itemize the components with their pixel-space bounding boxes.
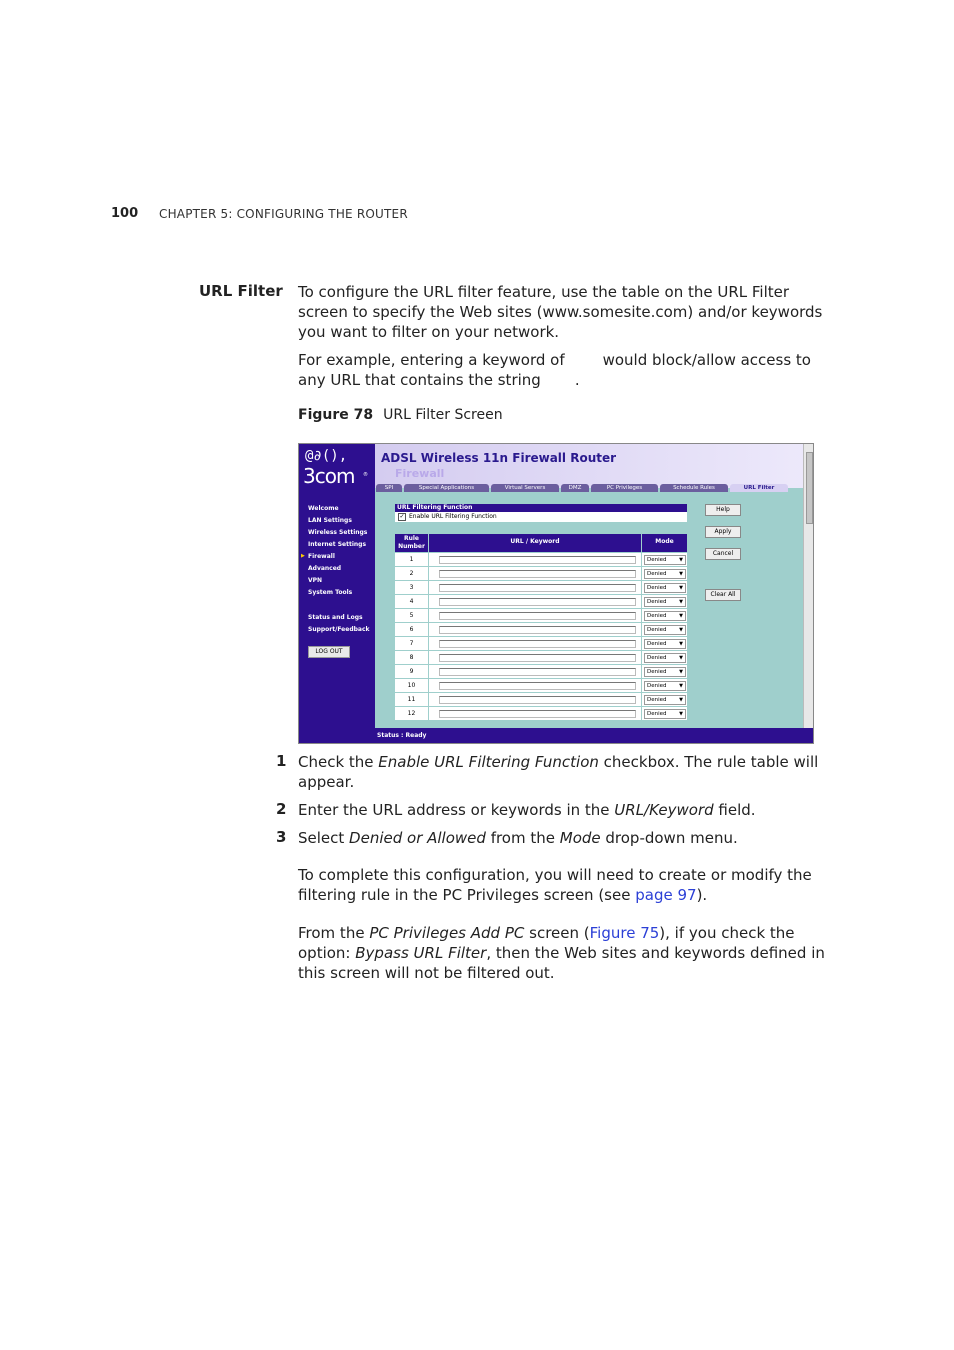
apply-button[interactable]: Apply (705, 526, 741, 538)
table-row (395, 581, 687, 595)
tab-url-filter[interactable]: URL Filter (730, 484, 788, 492)
header-mode: Mode (642, 534, 687, 552)
mode-cell (642, 553, 687, 567)
mode-cell (642, 609, 687, 623)
dropdown-arrow-icon: ▼ (679, 557, 683, 563)
url-cell (429, 693, 641, 707)
enable-url-filtering-checkbox[interactable]: ✓ (399, 512, 405, 520)
table-row (395, 665, 687, 679)
url-cell (429, 679, 641, 693)
mode-cell (642, 581, 687, 595)
step-3-a: Select (298, 829, 350, 847)
url-keyword-input[interactable] (439, 598, 636, 606)
step-3-c: from the (485, 829, 560, 847)
step-1-b: Enable URL Filtering Function (378, 753, 599, 771)
mode-select[interactable] (644, 569, 686, 579)
mode-value: Denied (647, 557, 667, 563)
table-row (395, 553, 687, 567)
mode-value: Denied (647, 655, 667, 661)
step-3-d: Mode (559, 829, 601, 847)
closing-1-a: To complete this configuration, you will need to create or modify the filtering rule in the PC Privileges screen (see (298, 866, 812, 904)
tab-schedule-rules[interactable]: Schedule Rules (660, 484, 728, 492)
rule-number: 10 (395, 679, 428, 693)
step-3-b: Denied or Allowed (349, 829, 486, 847)
figure-label: Figure 78 (298, 407, 374, 423)
mode-select[interactable] (644, 583, 686, 593)
enable-url-filtering-label: Enable URL Filtering Function (409, 513, 497, 520)
dropdown-arrow-icon: ▼ (679, 585, 683, 591)
table-row (395, 693, 687, 707)
router-screenshot (298, 443, 814, 744)
table-row (395, 707, 687, 721)
url-cell (429, 665, 641, 679)
url-keyword-input[interactable] (439, 626, 636, 634)
figure-75-link[interactable]: Figure 75 (589, 924, 660, 942)
nav-arrow-icon: ▶ (301, 553, 305, 559)
logout-button[interactable]: LOG OUT (308, 646, 350, 658)
rule-number: 5 (395, 609, 428, 623)
mode-select[interactable] (644, 639, 686, 649)
dropdown-arrow-icon: ▼ (679, 641, 683, 647)
url-cell (429, 581, 641, 595)
dropdown-arrow-icon: ▼ (679, 627, 683, 633)
mode-value: Denied (647, 599, 667, 605)
url-keyword-input[interactable] (439, 556, 636, 564)
dropdown-arrow-icon: ▼ (679, 683, 683, 689)
tab-dmz[interactable]: DMZ (561, 484, 589, 492)
nav-support-feedback[interactable]: Support/Feedback (308, 626, 370, 633)
tab-special-applications[interactable]: Special Applications (404, 484, 489, 492)
tab-bar (375, 484, 803, 493)
mode-value: Denied (647, 697, 667, 703)
url-keyword-input[interactable] (439, 570, 636, 578)
rule-number: 1 (395, 553, 428, 567)
scrollbar[interactable] (803, 444, 814, 728)
mode-select[interactable] (644, 709, 686, 719)
enable-url-filtering-row (395, 512, 687, 522)
closing-2-f: , then the Web sites and keywords defined in this screen will not be filtered out. (298, 944, 825, 982)
mode-value: Denied (647, 585, 667, 591)
step-1-c: checkbox. The rule table will appear. (298, 753, 819, 791)
mode-value: Denied (647, 627, 667, 633)
content-area (375, 493, 803, 728)
dropdown-arrow-icon: ▼ (679, 711, 683, 717)
banner-title: ADSL Wireless 11n Firewall Router (381, 451, 617, 465)
url-keyword-input[interactable] (439, 710, 636, 718)
dropdown-arrow-icon: ▼ (679, 655, 683, 661)
page-97-link[interactable]: page 97 (635, 886, 697, 904)
mode-cell (642, 651, 687, 665)
table-row (395, 595, 687, 609)
url-cell (429, 567, 641, 581)
url-keyword-input[interactable] (439, 584, 636, 592)
scrollbar-thumb[interactable] (806, 452, 813, 524)
url-cell (429, 651, 641, 665)
step-2-text (298, 800, 826, 820)
status-text: Status : Ready (377, 732, 427, 739)
url-cell (429, 553, 641, 567)
mode-value: Denied (647, 613, 667, 619)
header-rule-number: Rule Number (395, 534, 428, 552)
url-keyword-input[interactable] (439, 612, 636, 620)
rule-number: 12 (395, 707, 428, 721)
mode-cell (642, 595, 687, 609)
cancel-button[interactable]: Cancel (705, 548, 741, 560)
closing-paragraph-1 (298, 865, 826, 905)
example-text-c: . (574, 371, 580, 389)
mode-value: Denied (647, 641, 667, 647)
step-1-text (298, 752, 826, 792)
table-row (395, 637, 687, 651)
url-keyword-input[interactable] (439, 654, 636, 662)
nav-wireless-settings[interactable]: Wireless Settings (308, 529, 368, 536)
step-2-b: URL/Keyword (614, 801, 714, 819)
figure-caption (298, 407, 503, 423)
table-row (395, 609, 687, 623)
figure-caption-text: URL Filter Screen (383, 407, 503, 423)
nav-internet-settings[interactable]: Internet Settings (308, 541, 367, 548)
nav-advanced[interactable]: Advanced (308, 565, 342, 572)
closing-2-b: PC Privileges Add PC (369, 924, 525, 942)
mode-cell (642, 637, 687, 651)
mode-cell (642, 679, 687, 693)
closing-2-d: ), if you check the option: (298, 924, 795, 962)
nav-welcome[interactable]: Welcome (308, 505, 339, 512)
tab-spi[interactable]: SPI (376, 484, 402, 492)
mode-value: Denied (647, 669, 667, 675)
closing-2-e: Bypass URL Filter (355, 944, 487, 962)
status-bar (375, 728, 813, 743)
table-row (395, 567, 687, 581)
step-3-e: drop-down menu. (600, 829, 738, 847)
closing-1-b: ). (696, 886, 708, 904)
url-cell (429, 609, 641, 623)
closing-paragraph-2 (298, 923, 826, 983)
step-2-c: field. (713, 801, 756, 819)
nav-system-tools[interactable]: System Tools (308, 589, 353, 596)
mode-cell (642, 623, 687, 637)
url-keyword-input[interactable] (439, 682, 636, 690)
rule-number: 4 (395, 595, 428, 609)
rule-number: 7 (395, 637, 428, 651)
table-row (395, 679, 687, 693)
banner-subtitle: Firewall (395, 467, 445, 480)
table-row (395, 651, 687, 665)
url-cell (429, 623, 641, 637)
nav-vpn[interactable]: VPN (308, 577, 323, 584)
mode-select[interactable] (644, 653, 686, 663)
rule-number: 2 (395, 567, 428, 581)
closing-2-c: screen ( (524, 924, 590, 942)
example-paragraph (298, 350, 826, 390)
mode-select[interactable] (644, 625, 686, 635)
url-keyword-input[interactable] (439, 696, 636, 704)
section-title: URL Filter (199, 282, 283, 300)
step-1-a: Check the (298, 753, 379, 771)
mode-select[interactable] (644, 611, 686, 621)
rule-number: 11 (395, 693, 428, 707)
mode-select[interactable] (644, 667, 686, 677)
dropdown-arrow-icon: ▼ (679, 697, 683, 703)
step-3-number: 3 (276, 828, 287, 846)
mode-cell (642, 693, 687, 707)
mode-cell (642, 665, 687, 679)
rule-number: 8 (395, 651, 428, 665)
mode-value: Denied (647, 711, 667, 717)
nav-firewall[interactable]: Firewall (308, 553, 335, 560)
tab-virtual-servers[interactable]: Virtual Servers (491, 484, 559, 492)
header-url-keyword: URL / Keyword (429, 534, 641, 552)
dropdown-arrow-icon: ▼ (679, 669, 683, 675)
nav-lan-settings[interactable]: LAN Settings (308, 517, 352, 524)
left-navigation (299, 444, 375, 743)
step-2-number: 2 (276, 800, 287, 818)
logo-swirl-icon: @∂(), (305, 448, 348, 464)
dropdown-arrow-icon: ▼ (679, 571, 683, 577)
url-keyword-input[interactable] (439, 668, 636, 676)
mode-value: Denied (647, 683, 667, 689)
chapter-title: CHAPTER 5: CONFIGURING THE ROUTER (159, 207, 408, 221)
nav-status-and-logs[interactable]: Status and Logs (308, 614, 363, 621)
closing-2-a: From the (298, 924, 370, 942)
step-3-text (298, 828, 826, 848)
rule-number: 9 (395, 665, 428, 679)
clear-all-button[interactable]: Clear All (705, 589, 741, 601)
mode-cell (642, 567, 687, 581)
mode-select[interactable] (644, 695, 686, 705)
rule-number: 3 (395, 581, 428, 595)
dropdown-arrow-icon: ▼ (679, 599, 683, 605)
table-row (395, 623, 687, 637)
step-2-a: Enter the URL address or keywords in the (298, 801, 615, 819)
example-text-b: would block/allow access to any URL that contains the string (298, 351, 811, 389)
url-cell (429, 595, 641, 609)
page-number: 100 (111, 206, 139, 221)
step-1-number: 1 (276, 752, 287, 770)
registered-icon: ® (363, 472, 368, 478)
url-keyword-input[interactable] (439, 640, 636, 648)
mode-select[interactable] (644, 597, 686, 607)
url-cell (429, 707, 641, 721)
url-filtering-heading: URL Filtering Function (395, 504, 687, 512)
tab-pc-privileges[interactable]: PC Privileges (591, 484, 658, 492)
mode-cell (642, 707, 687, 721)
logo-3com: 3com (303, 464, 355, 488)
banner (375, 444, 813, 488)
mode-select[interactable] (644, 555, 686, 565)
mode-value: Denied (647, 571, 667, 577)
example-text-a: For example, entering a keyword of (298, 351, 565, 369)
intro-paragraph: To configure the URL filter feature, use the table on the URL Filter screen to specify the Web sites (www.somesite.com) and/or keywords you want to filter on your network. (298, 283, 823, 341)
help-button[interactable]: Help (705, 504, 741, 516)
dropdown-arrow-icon: ▼ (679, 613, 683, 619)
mode-select[interactable] (644, 681, 686, 691)
url-cell (429, 637, 641, 651)
rule-number: 6 (395, 623, 428, 637)
